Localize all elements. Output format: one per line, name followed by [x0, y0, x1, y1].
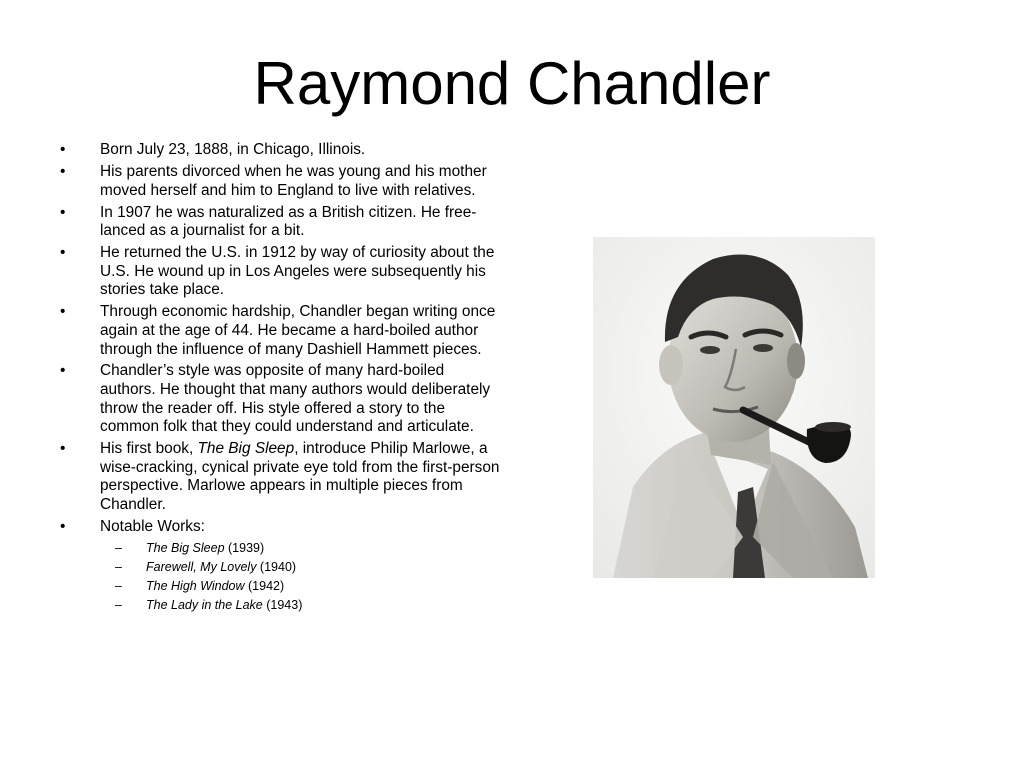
bullet-item	[60, 518, 500, 613]
work-year: (1942)	[244, 578, 285, 593]
notable-work-item	[100, 579, 500, 594]
notable-works-label: Notable Works:	[100, 518, 205, 536]
work-title: The Lady in the Lake	[146, 597, 263, 612]
bullet-item: • Born July 23, 1888, in Chicago, Illinois.	[60, 141, 500, 160]
bullet-item: • He returned the U.S. in 1912 by way of curiosity about the U.S. He wound up in Los Angeles were subsequently his stories take place.	[60, 244, 500, 300]
work-year: (1940)	[256, 559, 297, 574]
bullet-list	[60, 141, 500, 617]
work-title: Farewell, My Lovely	[146, 559, 257, 574]
portrait-photo	[593, 237, 875, 578]
bullet-text-suffix: , introduce Philip Marlowe, a wise-cracking, cynical private eye told from the first-person perspective. Marlowe appears in multiple pieces from Chandler.	[100, 440, 500, 514]
slide-title: Raymond Chandler	[253, 50, 771, 117]
notable-work-item	[100, 541, 500, 556]
bullet-item	[60, 440, 500, 514]
work-year: (1939)	[224, 540, 265, 555]
bullet-item: • In 1907 he was naturalized as a British citizen. He free-lanced as a journalist for a bit.	[60, 204, 500, 241]
notable-works-list	[100, 541, 500, 613]
portrait-illustration	[593, 237, 875, 578]
work-title: The Big Sleep	[146, 540, 225, 555]
bullet-item: • Chandler’s style was opposite of many hard-boiled authors. He thought that many authors would deliberately throw the reader off. His style offered a story to the common folk that they could understand and articulate.	[60, 362, 500, 436]
work-title: The High Window	[146, 578, 245, 593]
bullet-text-prefix: His first book,	[100, 440, 198, 458]
notable-work-item	[100, 560, 500, 575]
book-title: The Big Sleep	[197, 440, 295, 458]
work-year: (1943)	[262, 597, 303, 612]
bullet-item: • His parents divorced when he was young and his mother moved herself and him to England to live with relatives.	[60, 163, 500, 200]
notable-work-item	[100, 598, 500, 613]
bullet-item: • Through economic hardship, Chandler began writing once again at the age of 44. He became a hard-boiled author through the influence of many Dashiell Hammett pieces.	[60, 303, 500, 359]
